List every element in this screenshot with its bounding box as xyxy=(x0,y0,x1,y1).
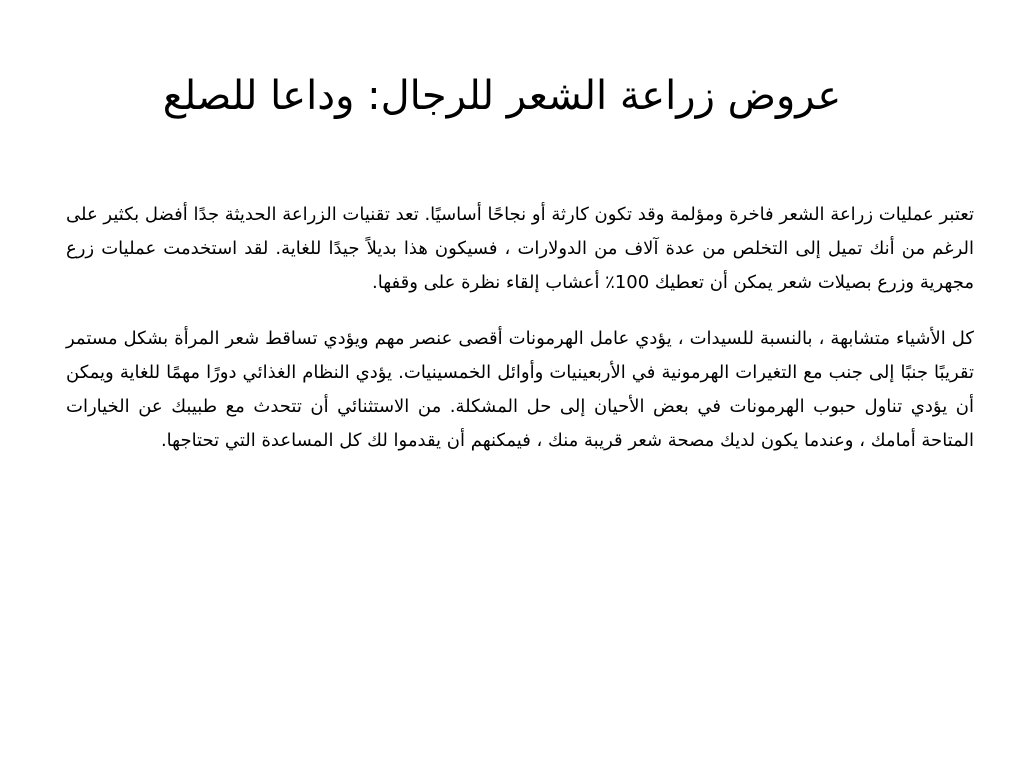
slide-body xyxy=(66,198,974,480)
slide-title: عروض زراعة الشعر للرجال: وداعا للصلع xyxy=(162,73,842,119)
body-paragraph-1: تعتبر عمليات زراعة الشعر فاخرة ومؤلمة وقد تكون كارثة أو نجاحًا أساسيًا. تعد تقنيات الزراعة الحديثة جدًا أفضل بكثير على الرغم من أنك تميل إلى التخلص من عدة آلاف من الدولارات ، فسيكون هذا بديلاً جيدًا للغاية. لقد استخدمت عمليات زرع مجهرية وزرع بصيلات شعر يمكن أن تعطيك 100٪ أعشاب إلقاء نظرة على وقفها. xyxy=(66,204,974,293)
body-paragraph-2: كل الأشياء متشابهة ، بالنسبة للسيدات ، يؤدي عامل الهرمونات أقصى عنصر مهم ويؤدي تساقط شعر المرأة بشكل مستمر تقريبًا جنبًا إلى جنب مع التغيرات الهرمونية في الأربعينيات وأوائل الخمسينيات. يؤدي النظام الغذائي دورًا مهمًا للغاية ويمكن أن يؤدي تناول حبوب الهرمونات في بعض الأحيان إلى حل المشكلة. من الاستثنائي أن تتحدث مع طبيبك عن الخيارات المتاحة أمامك ، وعندما يكون لديك مصحة شعر قريبة منك ، فيمكنهم أن يقدموا لك كل المساعدة التي تحتاجها. xyxy=(66,328,974,451)
